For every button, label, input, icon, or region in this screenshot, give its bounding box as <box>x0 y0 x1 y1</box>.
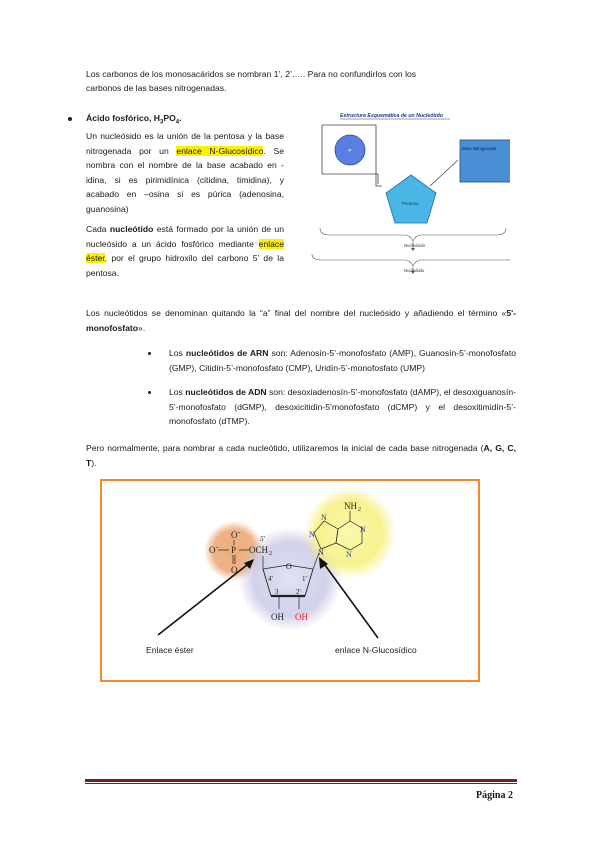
svg-text:N: N <box>318 548 324 557</box>
svg-text:N: N <box>321 513 327 522</box>
svg-text:OH: OH <box>295 612 308 622</box>
nucleotide-schematic <box>310 100 510 280</box>
svg-text:4': 4' <box>268 575 273 583</box>
svg-text:-: - <box>216 543 219 551</box>
nucleotide-structure-frame <box>100 479 480 682</box>
pentose-pentagon <box>386 175 436 223</box>
svg-text:Base Nitrogenada: Base Nitrogenada <box>462 146 497 151</box>
ester-label: Enlace éster <box>146 645 194 655</box>
naming-paragraph: Los nucleótidos se denominan quitando la “a” final del nombre del nucleósido y añadiendo el término «5'-monofosfato». <box>86 308 516 333</box>
ester-arrow <box>158 561 252 635</box>
nucleoside-paragraph: Un nucleósido es la unión de la pentosa y la base nitrogenada por un enlace N-Glucosídico. Se nombra con el nombre de la base acabado en -idina, si es pirimidínica (citidina, timidina), y acabado en –osina si es púrica (adenosina, guanosina) <box>86 131 284 214</box>
bullet-dot <box>148 352 151 355</box>
bullet-dot <box>148 391 151 394</box>
page-number: Página 2 <box>476 790 513 801</box>
nucleotide-structure <box>102 481 478 680</box>
svg-text:O: O <box>209 545 216 555</box>
svg-text:N: N <box>346 550 352 559</box>
arn-nucleotides: Los nucleótidos de ARN son: Adenosín-5’-monofosfato (AMP), Guanosín-5’-monofosfato (GMP), Citidín-5’-monofosfato (CMP), Uridín-5’-monofosfato (UMP) <box>169 348 516 373</box>
svg-text:1': 1' <box>302 575 307 583</box>
footer-rule <box>85 779 517 782</box>
svg-text:2': 2' <box>296 588 301 596</box>
glycosidic-label: enlace N-Glucosídico <box>335 645 417 655</box>
svg-text:3: 3 <box>275 588 279 596</box>
svg-text:2: 2 <box>358 507 361 513</box>
svg-text:Pentosa: Pentosa <box>402 201 419 206</box>
svg-text:-: - <box>238 528 241 536</box>
svg-text:5': 5' <box>260 535 265 543</box>
bullet-dot <box>68 117 72 121</box>
initials-paragraph: Pero normalmente, para nombrar a cada nucleótido, utilizaremos la inicial de cada base nitrogenada (A, G, C, T). <box>86 443 516 468</box>
schematic-title: Estructura Esquemática de un Nucleótido <box>340 113 443 119</box>
svg-text:P: P <box>348 148 352 153</box>
svg-text:Nucleótido: Nucleótido <box>404 268 425 273</box>
svg-text:OH: OH <box>271 612 284 622</box>
adn-nucleotides: Los nucleótidos de ADN son: desoxiadenosín-5’-monofosfato (dAMP), el desoxiguanosín-5’-monofosfato (dGMP), desoxicitidín-5’monofosfato (dCMP) y el desoxitimidín-5’-monofosfato (dTMP). <box>169 387 517 426</box>
svg-text:Nucleósido: Nucleósido <box>404 243 426 248</box>
footer-rule-thin <box>85 783 517 784</box>
svg-text:O: O <box>286 562 292 571</box>
svg-text:OCH: OCH <box>249 545 269 555</box>
svg-text:NH: NH <box>344 501 357 511</box>
svg-text:O: O <box>231 530 238 540</box>
svg-text:P: P <box>231 545 237 555</box>
svg-text:N: N <box>360 525 366 534</box>
svg-text:O: O <box>231 565 238 575</box>
acid-title: Ácido fosfórico, $H_3PO_4$. <box>86 113 182 126</box>
nucleotide-paragraph: Cada nucleótido está formado por la unión de un nucleósido a un ácido fosfórico mediante enlace éster, por el grupo hidroxilo del carbono 5’ de la pentosa. <box>86 224 284 278</box>
intro-line-1: Los carbonos de los monosacáridos se nombran 1’, 2’….. Para no confundirlos con los <box>86 69 417 79</box>
intro-line-2: carbonos de las bases nitrogenadas. <box>86 83 227 93</box>
svg-text:2: 2 <box>269 551 272 557</box>
svg-text:N: N <box>309 530 315 539</box>
